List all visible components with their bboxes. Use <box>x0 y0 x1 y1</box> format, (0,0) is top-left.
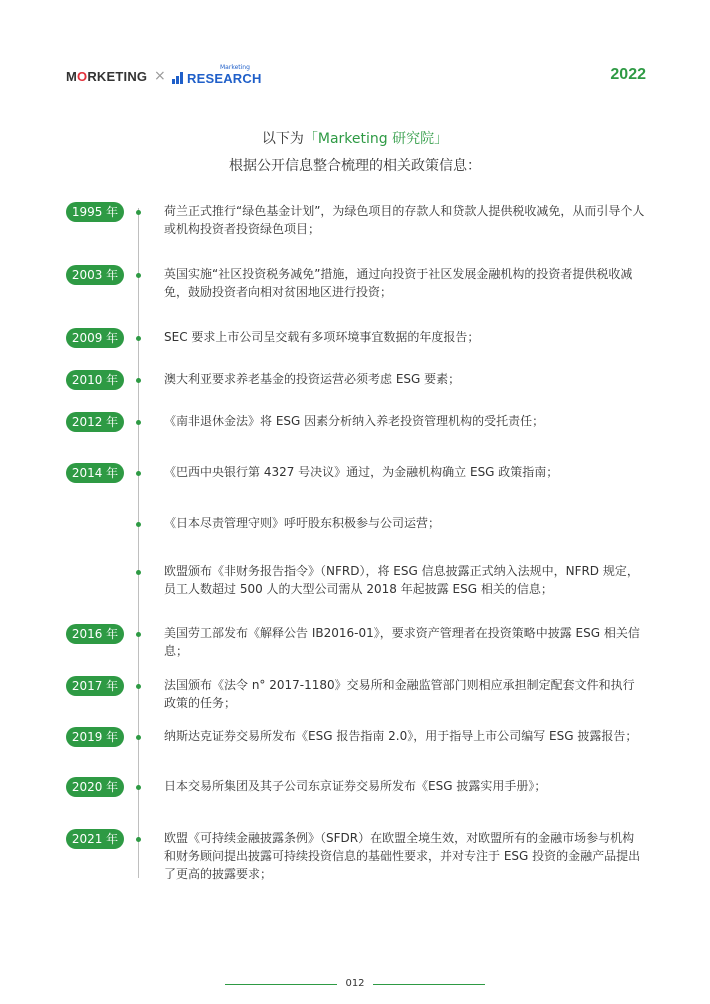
year-badge: 2017 年 <box>66 676 124 696</box>
bar-chart-icon <box>172 72 186 84</box>
year-badge: 2014 年 <box>66 463 124 483</box>
report-year: 2022 <box>610 66 646 83</box>
page-header <box>66 62 646 92</box>
year-badge: 2012 年 <box>66 412 124 432</box>
research-logo <box>172 64 262 90</box>
year-badge: 2009 年 <box>66 328 124 348</box>
timeline-text: 法国颁布《法令 n° 2017-1180》交易所和金融监管部门则相应承担制定配套文件和执行政策的任务； <box>164 678 635 710</box>
year-badge: 2020 年 <box>66 777 124 797</box>
intro-highlight: 「Marketing 研究院」 <box>303 131 449 147</box>
timeline-dot <box>136 336 141 341</box>
page-footer <box>0 978 710 994</box>
footer-line-right <box>373 984 485 985</box>
year-badge: 2016 年 <box>66 624 124 644</box>
timeline-text: SEC 要求上市公司呈交载有多项环境事宜数据的年度报告； <box>164 330 480 344</box>
timeline-text: 英国实施“社区投资税务减免”措施，通过向投资于社区发展金融机构的投资者提供税收减免，鼓励投资者向相对贫困地区进行投资； <box>164 267 633 299</box>
year-badge: 2003 年 <box>66 265 124 285</box>
timeline-dot <box>136 210 141 215</box>
marketing-logo: MORKETING <box>66 69 148 84</box>
timeline-dot <box>136 735 141 740</box>
timeline-text: 荷兰正式推行“绿色基金计划”，为绿色项目的存款人和贷款人提供税收减免，从而引导个人或机构投资者投资绿色项目； <box>164 204 645 236</box>
timeline-text: 日本交易所集团及其子公司东京证券交易所发布《ESG 披露实用手册》； <box>164 779 547 793</box>
timeline-text: 澳大利亚要求养老基金的投资运营必须考虑 ESG 要素； <box>164 372 461 386</box>
timeline-dot <box>136 837 141 842</box>
year-badge: 2019 年 <box>66 727 124 747</box>
timeline-dot <box>136 522 141 527</box>
timeline-line <box>138 208 139 878</box>
timeline-text: 《巴西中央银行第 4327 号决议》通过，为金融机构确立 ESG 政策指南； <box>164 465 559 479</box>
timeline-text: 美国劳工部发布《解释公告 IB2016-01》，要求资产管理者在投资策略中披露 ESG 相关信息； <box>164 626 640 658</box>
logo-separator: × <box>154 68 166 84</box>
research-logo-small: Marketing <box>220 64 250 71</box>
timeline-dot <box>136 471 141 476</box>
year-badge: 1995 年 <box>66 202 124 222</box>
year-badge: 2010 年 <box>66 370 124 390</box>
year-badge: 2021 年 <box>66 829 124 849</box>
timeline-dot <box>136 632 141 637</box>
timeline-text: 纳斯达克证券交易所发布《ESG 报告指南 2.0》，用于指导上市公司编写 ESG 披露报告； <box>164 729 638 743</box>
intro-line-1 <box>0 128 710 148</box>
intro-prefix: 以下为 <box>261 131 304 147</box>
timeline-dot <box>136 570 141 575</box>
timeline-dot <box>136 378 141 383</box>
timeline-text: 欧盟颁布《非财务报告指令》（NFRD），将 ESG 信息披露正式纳入法规中，NFRD 规定，员工人数超过 500 人的大型公司需从 2018 年起披露 ESG 相关的信息； <box>164 564 639 596</box>
timeline-text: 《南非退休金法》将 ESG 因素分析纳入养老投资管理机构的受托责任； <box>164 414 545 428</box>
timeline-dot <box>136 420 141 425</box>
intro-line-2: 根据公开信息整合梳理的相关政策信息： <box>229 158 481 174</box>
page-number: 012 <box>345 978 365 989</box>
timeline-dot <box>136 684 141 689</box>
timeline-dot <box>136 785 141 790</box>
timeline-dot <box>136 273 141 278</box>
timeline-text: 《日本尽责管理守则》呼吁股东积极参与公司运营； <box>164 516 441 530</box>
timeline-text: 欧盟《可持续金融披露条例》（SFDR）在欧盟全境生效，对欧盟所有的金融市场参与机构和财务顾问提出披露可持续投资信息的基础性要求，并对专注于 ESG 投资的金融产品提出了更高的披露要求； <box>164 831 641 881</box>
research-logo-text: RESEARCH <box>187 71 262 86</box>
